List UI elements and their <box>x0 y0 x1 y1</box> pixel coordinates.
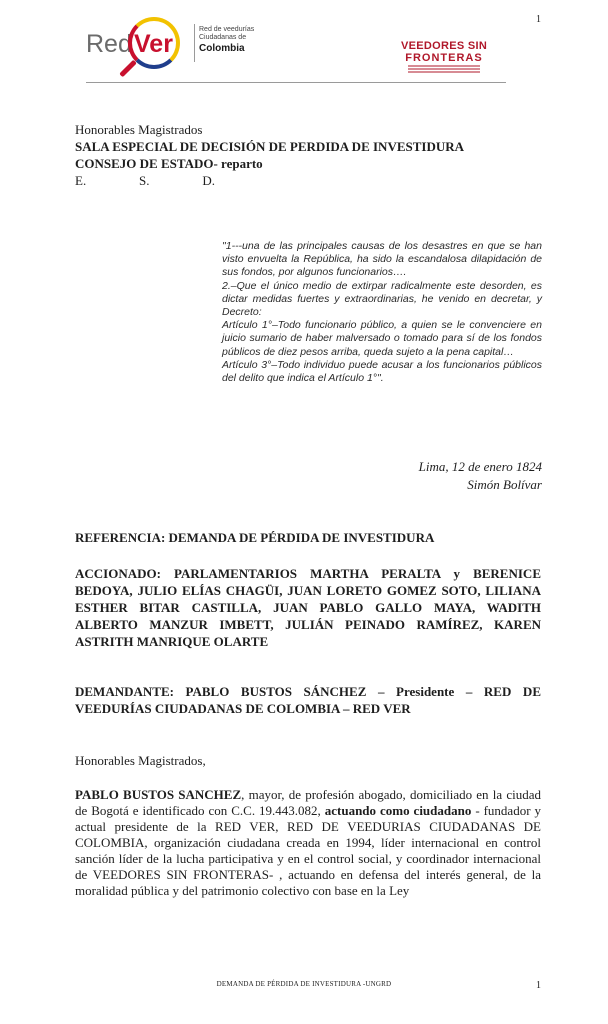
logo-subtitle-text: Red de veedurías Ciudadanas de <box>199 26 255 41</box>
vsf-decoration <box>408 68 480 70</box>
esd-s: S. <box>139 173 150 188</box>
acting-as-citizen: actuando como ciudadano <box>324 803 472 818</box>
red-ver-logo <box>86 14 266 80</box>
esd-d: D. <box>202 173 215 188</box>
vsf-line2: FRONTERAS <box>405 52 483 64</box>
quote-paragraph: Artículo 1°–Todo funcionario público, a quien se le convenciere en juicio sumario de haber malversado o tomado para sí de los fondos públicos de diez pesos arriba, queda sujeto a la pena capital… <box>222 319 542 358</box>
epigraph-quote <box>222 240 542 385</box>
logo-ver-text: Ver <box>134 30 173 58</box>
quote-place-date: Lima, 12 de enero 1824 <box>418 459 542 474</box>
quote-paragraph: Artículo 3°–Todo individuo puede acusar a los funcionarios públicos del delito que indica el Artículo 1°". <box>222 358 542 385</box>
quote-author: Simón Bolívar <box>467 477 542 492</box>
quote-paragraph: 2.–Que el único medio de extirpar radicalmente este desorden, es dictar medidas fuertes y extraordinarias, he venido en decretar, y Decreto: <box>222 279 542 319</box>
page-number-bottom: 1 <box>536 980 541 991</box>
accionado-line: ASTRITH MANRIQUE OLARTE <box>75 634 269 649</box>
logo-subtitle <box>199 26 269 55</box>
salutation: Honorables Magistrados, <box>75 753 206 768</box>
veedores-sin-fronteras-logo <box>398 40 490 74</box>
logo-divider <box>194 24 195 62</box>
addressee-line1: Honorables Magistrados <box>75 122 203 137</box>
body-text: , mayor, de profesión abogado, domiciliado en la ciudad de Bogotá e identificado con C.C. 19.443.082, <box>75 787 541 818</box>
body-paragraph <box>75 787 541 899</box>
magnifier-handle <box>119 60 137 78</box>
logo-red-text: Red <box>86 30 132 58</box>
demandante-line: DEMANDANTE: PABLO BUSTOS SÁNCHEZ – Presidente – RED DE <box>75 684 541 699</box>
esd-e: E. <box>75 173 87 188</box>
vsf-line1: VEEDORES SIN <box>400 40 488 52</box>
vsf-decoration <box>408 65 480 67</box>
vsf-decoration <box>408 71 480 73</box>
accionado-line: ESTHER BITAR CASTILLA, JUAN PABLO GALLO MAYA, WADITH <box>75 600 541 615</box>
page-footer: DEMANDA DE PÉRDIDA DE INVESTIDURA -UNGRD <box>216 980 392 988</box>
accionado-line: ALBERTO MANZUR IMBETT, JULIÁN PEINADO RAMÍREZ, KAREN <box>75 617 541 632</box>
petitioner-name: PABLO BUSTOS SANCHEZ <box>75 787 242 802</box>
logo-country: Colombia <box>199 43 245 54</box>
body-text: - fundador y actual presidente de la RED VER, RED DE VEEDURIAS CIUDADANAS DE COLOMBIA, organización ciudadana creada en 1994, líder internacional en control sanción líder de la lucha participativa y en el control social, y coordinador internacional de VEEDORES SIN FRONTERAS- , actuando en defensa del interés general, de la moralidad pública y del patrimonio colectivo con base en la Ley <box>75 803 541 898</box>
esd-line <box>75 173 215 189</box>
page-number-top: 1 <box>536 14 541 25</box>
quote-paragraph: "1---una de las principales causas de los desastres en que se han visto envuelta la República, ha sido la escandalosa dilapidación de sus fondos, por algunos funcionarios…. <box>222 240 542 279</box>
referencia: REFERENCIA: DEMANDA DE PÉRDIDA DE INVESTIDURA <box>75 530 435 545</box>
accionado-line: ACCIONADO: PARLAMENTARIOS MARTHA PERALTA y BERENICE <box>75 566 541 581</box>
addressee-line2: SALA ESPECIAL DE DECISIÓN DE PERDIDA DE INVESTIDURA <box>75 139 465 154</box>
header-divider <box>86 82 506 83</box>
addressee-line3: CONSEJO DE ESTADO- reparto <box>75 156 263 171</box>
accionado-line: BEDOYA, JULIO ELÍAS CHAGÜI, JUAN LORETO GOMEZ SOTO, LILIANA <box>75 583 541 598</box>
demandante-line: VEEDURÍAS CIUDADANAS DE COLOMBIA – RED VER <box>75 701 411 716</box>
